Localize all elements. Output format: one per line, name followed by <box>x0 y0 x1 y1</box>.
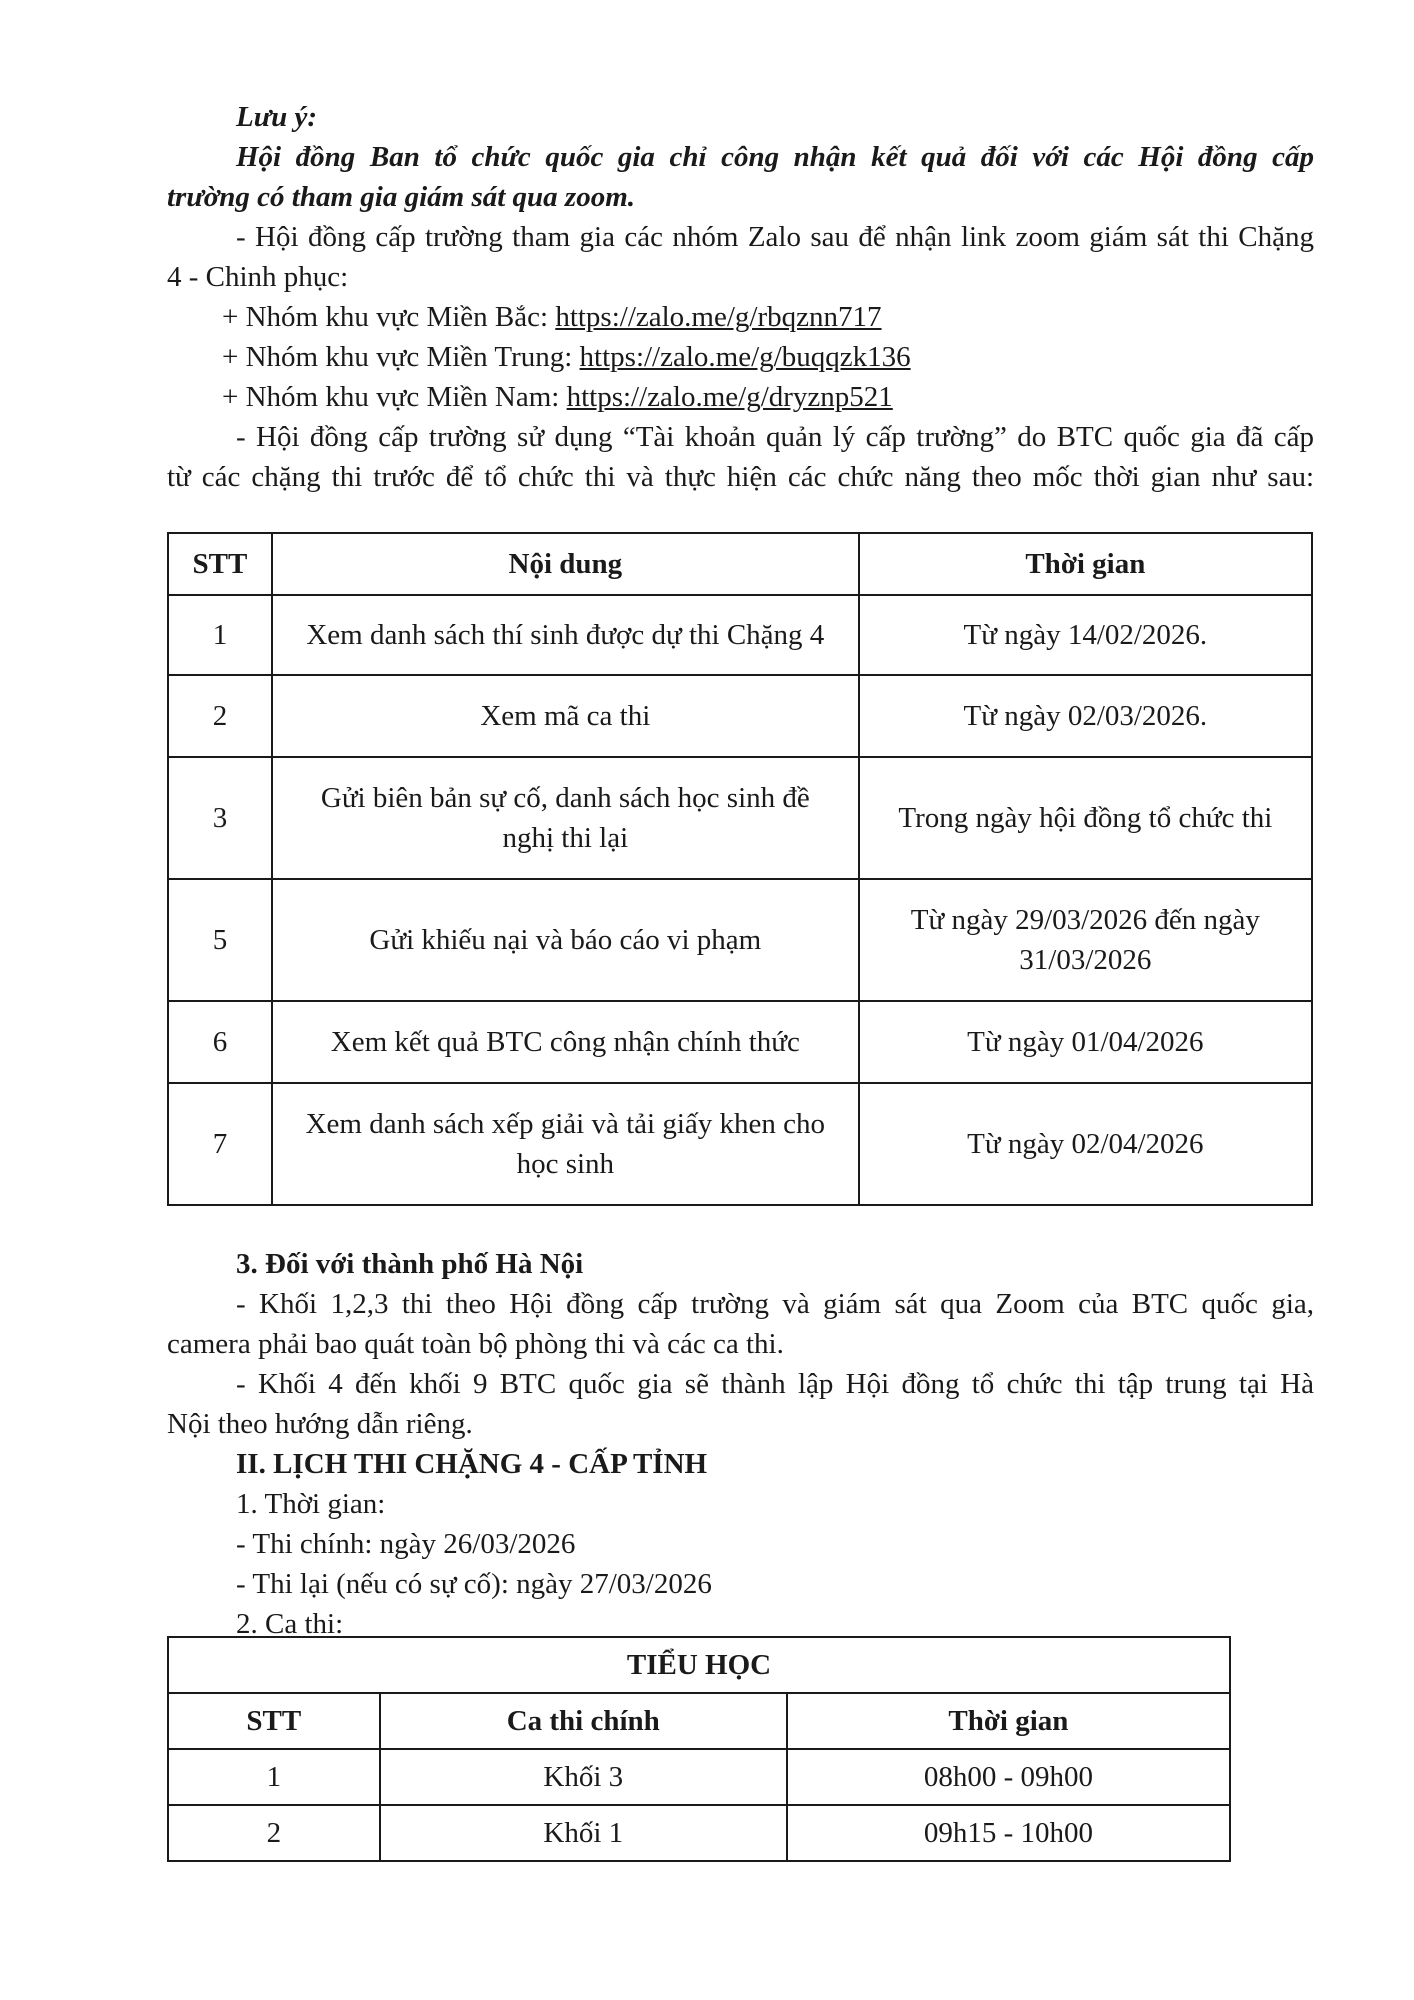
header-stt: STT <box>168 1693 380 1749</box>
content-line: Xem danh sách xếp giải và tải giấy khen cho <box>305 1108 826 1140</box>
schedule-table <box>167 532 1313 1206</box>
group-label: + Nhóm khu vực Miền Nam: <box>222 381 567 413</box>
table-row <box>168 1805 1230 1861</box>
row-content: Gửi khiếu nại và báo cáo vi phạm <box>272 879 859 1001</box>
table-row <box>168 757 1312 879</box>
header-session: Ca thi chính <box>380 1693 787 1749</box>
hanoi-line-3: - Khối 4 đến khối 9 BTC quốc gia sẽ thành lập Hội đồng tổ chức thi tập trung tại Hà <box>236 1368 1314 1400</box>
retake-date: - Thi lại (nếu có sự cố): ngày 27/03/2026 <box>236 1568 712 1600</box>
zalo-link-north[interactable]: https://zalo.me/g/rbqznn717 <box>555 301 882 333</box>
group-label: + Nhóm khu vực Miền Trung: <box>222 341 580 373</box>
main-exam-date: - Thi chính: ngày 26/03/2026 <box>236 1528 576 1560</box>
note-emphasis-line-1: Hội đồng Ban tổ chức quốc gia chỉ công nhận kết quả đối với các Hội đồng cấp <box>236 141 1314 173</box>
row-content <box>272 1083 859 1205</box>
row-time: Từ ngày 14/02/2026. <box>859 595 1312 675</box>
note-emphasis-line-2: trường có tham gia giám sát qua zoom. <box>167 181 636 213</box>
header-stt: STT <box>168 533 272 595</box>
zalo-group-south <box>222 378 893 416</box>
content-line: nghị thi lại <box>502 822 629 854</box>
row-content: Xem kết quả BTC công nhận chính thức <box>272 1001 859 1083</box>
group-label: + Nhóm khu vực Miền Bắc: <box>222 301 556 333</box>
time-line: 31/03/2026 <box>1019 944 1152 976</box>
account-line-2: từ các chặng thi trước để tổ chức thi và thực hiện các chức năng theo mốc thời gian như sau: <box>167 461 1314 493</box>
row-content <box>272 757 859 879</box>
row-content: Xem danh sách thí sinh được dự thi Chặng 4 <box>272 595 859 675</box>
zalo-group-central <box>222 338 911 376</box>
session-table-title: TIỂU HỌC <box>168 1637 1230 1693</box>
time-label: 1. Thời gian: <box>236 1488 386 1520</box>
row-stt: 6 <box>168 1001 272 1083</box>
account-line-1: - Hội đồng cấp trường sử dụng “Tài khoản quản lý cấp trường” do BTC quốc gia đã cấp <box>236 421 1314 453</box>
row-stt: 2 <box>168 675 272 757</box>
table-row <box>168 1001 1312 1083</box>
row-time: Trong ngày hội đồng tổ chức thi <box>859 757 1312 879</box>
note-heading: Lưu ý: <box>236 101 317 133</box>
row-content: Xem mã ca thi <box>272 675 859 757</box>
session-table <box>167 1636 1231 1862</box>
row-stt: 2 <box>168 1805 380 1861</box>
row-time: Từ ngày 01/04/2026 <box>859 1001 1312 1083</box>
content-line: học sinh <box>516 1148 615 1180</box>
zalo-group-north <box>222 298 882 336</box>
row-time: Từ ngày 02/04/2026 <box>859 1083 1312 1205</box>
zalo-intro-line-1: - Hội đồng cấp trường tham gia các nhóm Zalo sau để nhận link zoom giám sát thi Chặng <box>236 221 1314 253</box>
row-time <box>859 879 1312 1001</box>
time-line: Từ ngày 29/03/2026 đến ngày <box>910 904 1260 936</box>
hanoi-line-1: - Khối 1,2,3 thi theo Hội đồng cấp trường và giám sát qua Zoom của BTC quốc gia, <box>236 1288 1314 1320</box>
table-row <box>168 1749 1230 1805</box>
row-time: 08h00 - 09h00 <box>787 1749 1230 1805</box>
header-time: Thời gian <box>859 533 1312 595</box>
row-time: 09h15 - 10h00 <box>787 1805 1230 1861</box>
table-row <box>168 595 1312 675</box>
session-header-row <box>168 1693 1230 1749</box>
header-time: Thời gian <box>787 1693 1230 1749</box>
row-session: Khối 1 <box>380 1805 787 1861</box>
table-row <box>168 879 1312 1001</box>
row-stt: 1 <box>168 595 272 675</box>
row-stt: 1 <box>168 1749 380 1805</box>
table-row <box>168 1083 1312 1205</box>
sessions-label: 2. Ca thi: <box>236 1608 344 1640</box>
hanoi-line-4: Nội theo hướng dẫn riêng. <box>167 1408 473 1440</box>
hanoi-line-2: camera phải bao quát toàn bộ phòng thi và các ca thi. <box>167 1328 784 1360</box>
zalo-link-central[interactable]: https://zalo.me/g/buqqzk136 <box>579 341 911 373</box>
row-stt: 5 <box>168 879 272 1001</box>
header-content: Nội dung <box>272 533 859 595</box>
section2-heading: II. LỊCH THI CHẶNG 4 - CẤP TỈNH <box>236 1448 708 1480</box>
schedule-header-row <box>168 533 1312 595</box>
content-line: Gửi biên bản sự cố, danh sách học sinh đề <box>320 782 810 814</box>
row-stt: 7 <box>168 1083 272 1205</box>
row-time: Từ ngày 02/03/2026. <box>859 675 1312 757</box>
session-title-row <box>168 1637 1230 1693</box>
hanoi-heading: 3. Đối với thành phố Hà Nội <box>236 1248 584 1280</box>
row-session: Khối 3 <box>380 1749 787 1805</box>
row-stt: 3 <box>168 757 272 879</box>
zalo-link-south[interactable]: https://zalo.me/g/dryznp521 <box>566 381 893 413</box>
table-row <box>168 675 1312 757</box>
zalo-intro-line-2: 4 - Chinh phục: <box>167 261 349 293</box>
